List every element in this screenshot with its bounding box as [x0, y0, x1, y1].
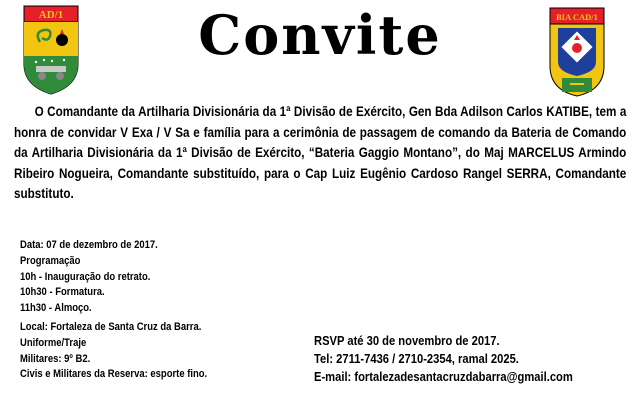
schedule-item: 11h30 - Almoço.	[20, 302, 92, 315]
ad1-lettering: AD/1	[38, 9, 64, 21]
event-location: Local: Fortaleza de Santa Cruz da Barra.	[20, 321, 202, 333]
invitation-paragraph	[14, 102, 626, 205]
event-date: Data: 07 de dezembro de 2017.	[20, 239, 158, 251]
schedule-item: 10h30 - Formatura.	[20, 286, 105, 299]
bia-cad1-emblem	[548, 6, 606, 98]
schedule-block	[20, 238, 158, 317]
schedule-item: 10h - Inauguração do retrato.	[20, 270, 151, 283]
page-title: Convite	[198, 3, 442, 67]
military-dress: Militares: 9º B2.	[20, 352, 91, 365]
details-block	[20, 320, 207, 383]
rsvp-phone: Tel: 2711-7436 / 2710-2354, ramal 2025.	[314, 351, 519, 366]
rsvp-deadline: RSVP até 30 de novembro de 2017.	[314, 333, 500, 348]
rsvp-email: E-mail: fortalezadesantacruzdabarra@gmail.com	[314, 369, 573, 384]
programacao-heading: Programação	[20, 254, 81, 267]
uniform-heading: Uniforme/Traje	[20, 336, 87, 349]
rsvp-block	[314, 332, 573, 386]
civil-dress: Civis e Militares da Reserva: esporte fino.	[20, 368, 208, 381]
bia-cad1-lettering: BIA CAD/1	[556, 12, 598, 22]
invitation-text: O Comandante da Artilharia Divisionária da 1ª Divisão de Exército, Gen Bda Adilson Carlos KATIBE, tem a honra de convidar V Exa / V Sa e família para a cerimônia de passagem de comando da Bateria de Comando da Artilharia Divisionária da 1ª Divisão de Exército, “Bateria Gaggio Montano”, do Maj MARCELUS Armindo Ribeiro Nogueira, Comandante substituído, para o Cap Luiz Eugênio Cardoso Rangel SERRA, Comandante substituto.	[14, 104, 627, 201]
